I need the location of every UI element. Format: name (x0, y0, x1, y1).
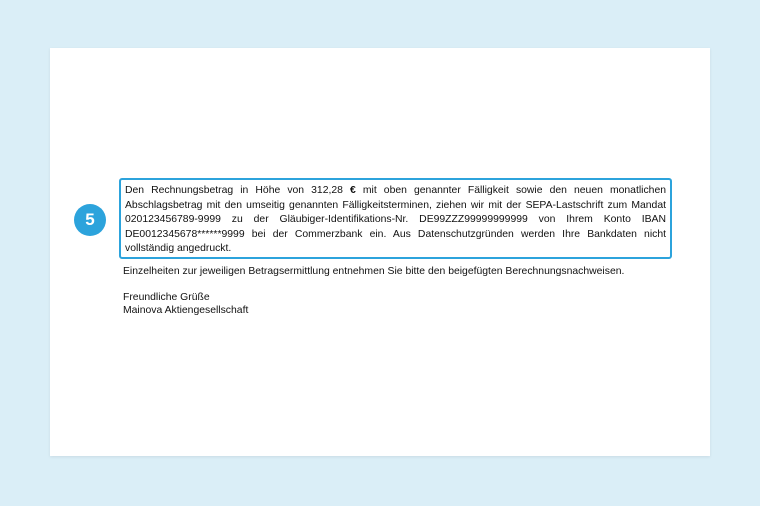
payment-text-rest: mit oben genannter Fälligkeit sowie den neuen monatlichen Abschlagsbetrag mit den umseitig genannten Fälligkeitsterminen, ziehen wir mit der SEPA-Lastschrift zum Mandat 020123456789-9999 zu der Gläubiger-Identifikations-Nr. DE99ZZZ99999999999 von Ihrem Konto IBAN DE0012345678******9999 bei der Commerzbank ein. Aus Datenschutzgründen werden Ihre Bankdaten nicht vollständig angedruckt. (125, 185, 666, 254)
greeting-text: Freundliche Grüße (123, 292, 210, 303)
company-name: Mainova Aktiengesellschaft (123, 305, 249, 316)
step-number-badge: 5 (74, 204, 106, 236)
payment-text-start: Den Rechnungsbetrag in Höhe von 312,28 (125, 185, 351, 196)
letter-closing (123, 291, 248, 317)
currency-symbol: € (350, 185, 356, 196)
payment-paragraph (125, 184, 666, 257)
sepa-payment-highlight (119, 178, 672, 259)
calculation-details-note: Einzelheiten zur jeweiligen Betragsermittlung entnehmen Sie bitte den beigefügten Berechnungsnachweisen. (123, 266, 625, 277)
